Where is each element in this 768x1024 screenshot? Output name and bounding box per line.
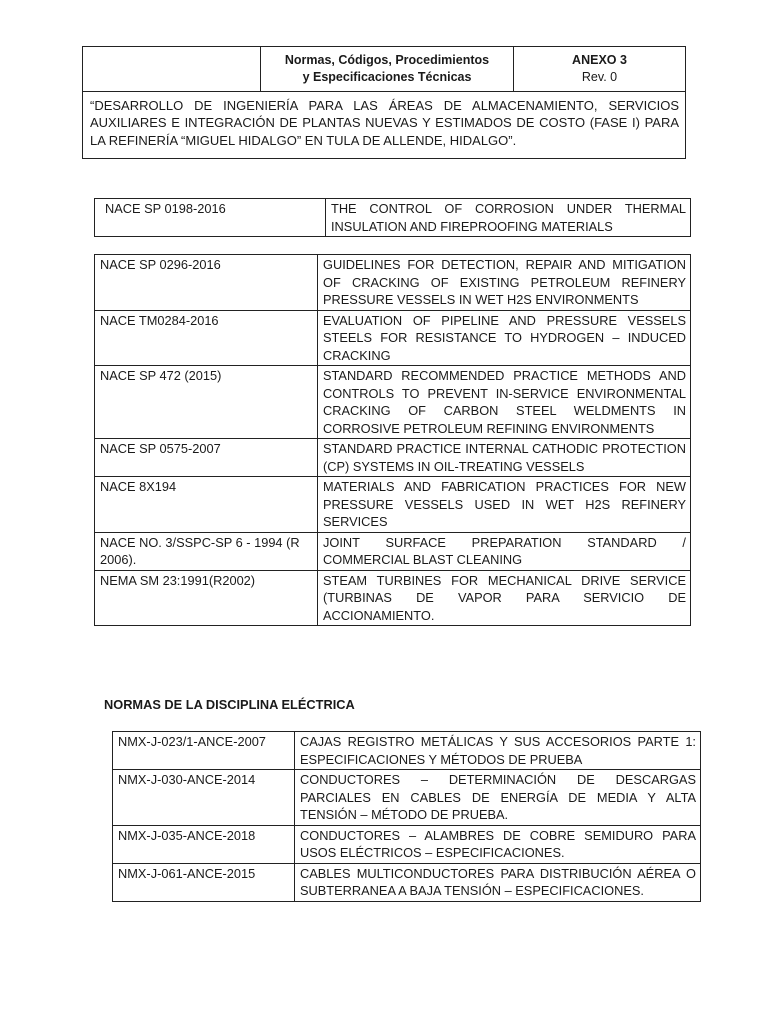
project-description: “DESARROLLO DE INGENIERÍA PARA LAS ÁREAS DE ALMACENAMIENTO, SERVICIOS AUXILIARES E INTEGRACIÓN DE PLANTAS NUEVAS Y ESTIMADOS DE COSTO (FASE I) PARA LA REFINERÍA “MIGUEL HIDALGO” EN TULA DE ALLENDE, HIDALGO”. [83, 92, 686, 159]
table-row [95, 199, 691, 237]
standard-description: GUIDELINES FOR DETECTION, REPAIR AND MITIGATION OF CRACKING OF EXISTING PETROLEUM REFINERY PRESSURE VESSELS IN WET H2S ENVIRONMENTS [318, 255, 691, 311]
standards-table-1 [94, 198, 691, 237]
table-row [95, 310, 691, 366]
title-line-1: Normas, Códigos, Procedimientos [284, 53, 490, 67]
standard-code: NACE SP 0575-2007 [95, 439, 318, 477]
standard-description: CONDUCTORES – ALAMBRES DE COBRE SEMIDURO PARA USOS ELÉCTRICOS – ESPECIFICACIONES. [295, 825, 701, 863]
standards-table-2 [94, 254, 691, 626]
document-header [82, 46, 686, 159]
table-row [95, 439, 691, 477]
standard-description: EVALUATION OF PIPELINE AND PRESSURE VESSELS STEELS FOR RESISTANCE TO HYDROGEN – INDUCED CRACKING [318, 310, 691, 366]
standard-code: NEMA SM 23:1991(R2002) [95, 570, 318, 626]
standard-description: JOINT SURFACE PREPARATION STANDARD / COMMERCIAL BLAST CLEANING [318, 532, 691, 570]
standard-description: THE CONTROL OF CORROSION UNDER THERMAL INSULATION AND FIREPROOFING MATERIALS [326, 199, 691, 237]
standard-description: MATERIALS AND FABRICATION PRACTICES FOR NEW PRESSURE VESSELS USED IN WET H2S REFINERY SERVICES [318, 477, 691, 533]
logo-cell [83, 47, 261, 92]
standard-description: CABLES MULTICONDUCTORES PARA DISTRIBUCIÓN AÉREA O SUBTERRANEA A BAJA TENSIÓN – ESPECIFICACIONES. [295, 863, 701, 901]
standard-code: NACE SP 472 (2015) [95, 366, 318, 439]
table-row [95, 532, 691, 570]
annex-cell [514, 47, 686, 92]
table-row [95, 366, 691, 439]
standard-code: NMX-J-030-ANCE-2014 [113, 770, 295, 826]
section-title: NORMAS DE LA DISCIPLINA ELÉCTRICA [104, 697, 355, 712]
table-row [95, 477, 691, 533]
electrical-standards-table [112, 731, 701, 902]
document-title [261, 47, 514, 92]
standard-description: STANDARD RECOMMENDED PRACTICE METHODS AND CONTROLS TO PREVENT IN-SERVICE ENVIRONMENTAL CRACKING OF CARBON STEEL WELDMENTS IN CORROSIVE PETROLEUM REFINING ENVIRONMENTS [318, 366, 691, 439]
title-line-2: y Especificaciones Técnicas [302, 70, 472, 84]
table-row [95, 570, 691, 626]
standard-description: CAJAS REGISTRO METÁLICAS Y SUS ACCESORIOS PARTE 1: ESPECIFICACIONES Y MÉTODOS DE PRUEBA [295, 732, 701, 770]
standard-code: NMX-J-023/1-ANCE-2007 [113, 732, 295, 770]
table-row [113, 732, 701, 770]
standard-code: NACE NO. 3/SSPC-SP 6 - 1994 (R 2006). [95, 532, 318, 570]
standard-code: NACE TM0284-2016 [95, 310, 318, 366]
standard-code: NMX-J-035-ANCE-2018 [113, 825, 295, 863]
table-row [113, 770, 701, 826]
standard-description: STANDARD PRACTICE INTERNAL CATHODIC PROTECTION (CP) SYSTEMS IN OIL-TREATING VESSELS [318, 439, 691, 477]
table-row [113, 825, 701, 863]
standard-description: STEAM TURBINES FOR MECHANICAL DRIVE SERVICE (TURBINAS DE VAPOR PARA SERVICIO DE ACCIONAMIENTO. [318, 570, 691, 626]
standard-code: NACE SP 0296-2016 [95, 255, 318, 311]
standard-description: CONDUCTORES – DETERMINACIÓN DE DESCARGAS PARCIALES EN CABLES DE ENERGÍA DE MEDIA Y ALTA TENSIÓN – MÉTODO DE PRUEBA. [295, 770, 701, 826]
revision-label: Rev. 0 [581, 70, 618, 84]
standard-code: NACE SP 0198-2016 [95, 199, 326, 237]
standard-code: NACE 8X194 [95, 477, 318, 533]
standard-code: NMX-J-061-ANCE-2015 [113, 863, 295, 901]
annex-label: ANEXO 3 [572, 53, 627, 67]
table-row [113, 863, 701, 901]
table-row [95, 255, 691, 311]
